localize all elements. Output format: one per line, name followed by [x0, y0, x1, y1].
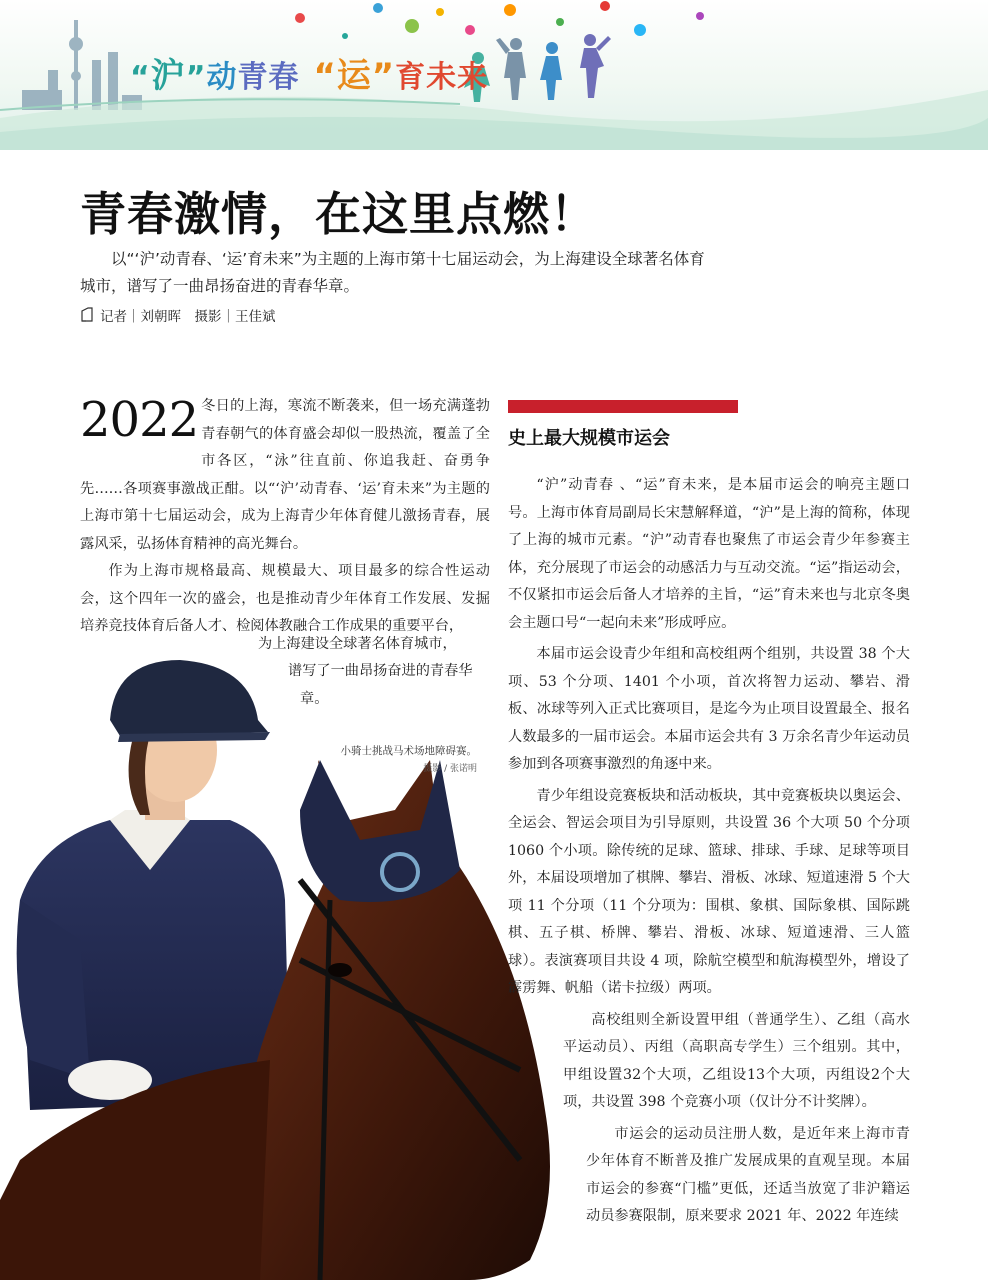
article-lead: 以“‘沪’动青春、‘运’育未来”为主题的上海市第十七届运动会，为上海建设全球著名体育城市，谱写了一曲昂扬奋进的青春华章。: [80, 250, 705, 295]
paragraph-significance-line3: 章。: [300, 691, 329, 707]
paragraph-significance-line2: 谱写了一曲昂扬奋进的青春华: [288, 663, 473, 679]
slogan-yuwei: 育未来: [395, 60, 489, 95]
photo-caption: [305, 742, 477, 778]
right-column: [508, 472, 910, 1231]
paragraph-youth-group: 青少年组设竞赛板块和活动板块，其中竞赛板块以奥运会、全运会、智运会项目为引导原则，共设置 36 个大项 50 个分项 1060 个小项。除传统的足球、篮球、排球、手球、足球等项目外，本届设项增加了棋牌、攀岩、滑板、冰球、短道速滑 5 个大项 11 个分项（11 个分项为：围棋、象棋、国际象棋、国际跳棋、五子棋、桥牌、攀岩、滑板、冰球、短道速滑、三人篮球）。表演赛项目共设 4 项，除航空模型和航海模型外，增设了霹雳舞、帆船（诺卡拉级）两项。: [508, 787, 910, 996]
dropcap-year: 2022: [80, 392, 199, 448]
article-title: 青春激情，在这里点燃！: [80, 187, 597, 241]
byline: [80, 305, 276, 325]
slogan-dong: 动: [206, 60, 238, 95]
header-banner: [0, 0, 988, 150]
paragraph-college-group: 高校组则全新设置甲组（普通学生）、乙组（高水平运动员）、丙组（高职高专学生）三个组别。其中，甲组设置32个大项，乙组设13个大项，丙组设2个大项，共设置 398 个竞赛小项（仅计分不计奖牌）。: [563, 1011, 910, 1110]
slogan-yun: 运: [336, 56, 372, 96]
section-heading: 史上最大规模市运会: [508, 428, 670, 449]
quote-close: ”: [185, 60, 207, 95]
caption-text: 小骑士挑战马术场地障碍赛。: [340, 745, 477, 757]
paragraph-scale: 本届市运会设青少年组和高校组两个组别，共设置 38 个大项、53 个分项、1401 个小项，首次将智力运动、攀岩、滑板、冰球等列入正式比赛项目，是迄今为止项目设置最全、报名人数最多的一届市运会。本届市运会共有 3 万余名青少年运动员参加到各项赛事激烈的角逐中来。: [508, 646, 910, 772]
slogan-yun-quote-close: ”: [371, 56, 396, 96]
paragraph-intro: 冬日的上海，寒流不断袭来，但一场充满蓬勃青春朝气的体育盛会却似一股热流，覆盖了全市各区，“泳”往直前、你追我赶、奋勇争先……各项赛事激战正酣。以“‘沪’动青春、‘运’育未来”为主题的上海市第十七届运动会，成为上海青少年体育健儿激扬青春，展露风采，弘扬体育精神的高光舞台。: [80, 398, 490, 552]
quote-open: “: [130, 60, 151, 95]
left-column: [80, 393, 490, 641]
paragraph-significance-line1: 为上海建设全球著名体育城市，: [258, 636, 457, 652]
banner-slogan: [130, 48, 488, 98]
paragraph-registration: 市运会的运动员注册人数，是近年来上海市青少年体育不断普及推广发展成果的直观呈现。本届市运会的参赛“门槛”更低，还适当放宽了非沪籍运动员参赛限制，原来要求 2021 年、2022 年连续: [586, 1125, 910, 1224]
photo-credit: 摄影 / 张诺明: [423, 764, 477, 774]
section-accent-bar: [508, 400, 738, 413]
pen-icon: [80, 307, 94, 323]
paragraph-slogan: “沪”动青春 、“运”育未来，是本届市运会的响亮主题口号。上海市体育局副局长宋慧解释道，“沪”是上海的简称，体现了上海的城市元素。“沪”动青春也聚焦了市运会青少年参赛主体，充分展现了市运会的动感活力与互动交流。“运”指运动会，不仅紧扣市运会后备人才培养的主旨，“运”育未来也与北京冬奥会主题口号“一起向未来”形成呼应。: [508, 477, 910, 631]
slogan-yun-quote-open: “: [313, 56, 337, 96]
photo-rider-on-horse: [0, 640, 560, 1280]
slogan-hu: 沪: [150, 56, 186, 96]
slogan-qingchun: 青春: [237, 60, 300, 95]
paragraph-significance: 作为上海市规格最高、规模最大、项目最多的综合性运动会，这个四年一次的盛会，也是推动青少年体育工作发展、发掘培养竞技体育后备人才、检阅体教融合工作成果的重要平台，: [80, 563, 490, 634]
byline-text: 记者｜刘朝晖 摄影｜王佳斌: [100, 309, 276, 325]
